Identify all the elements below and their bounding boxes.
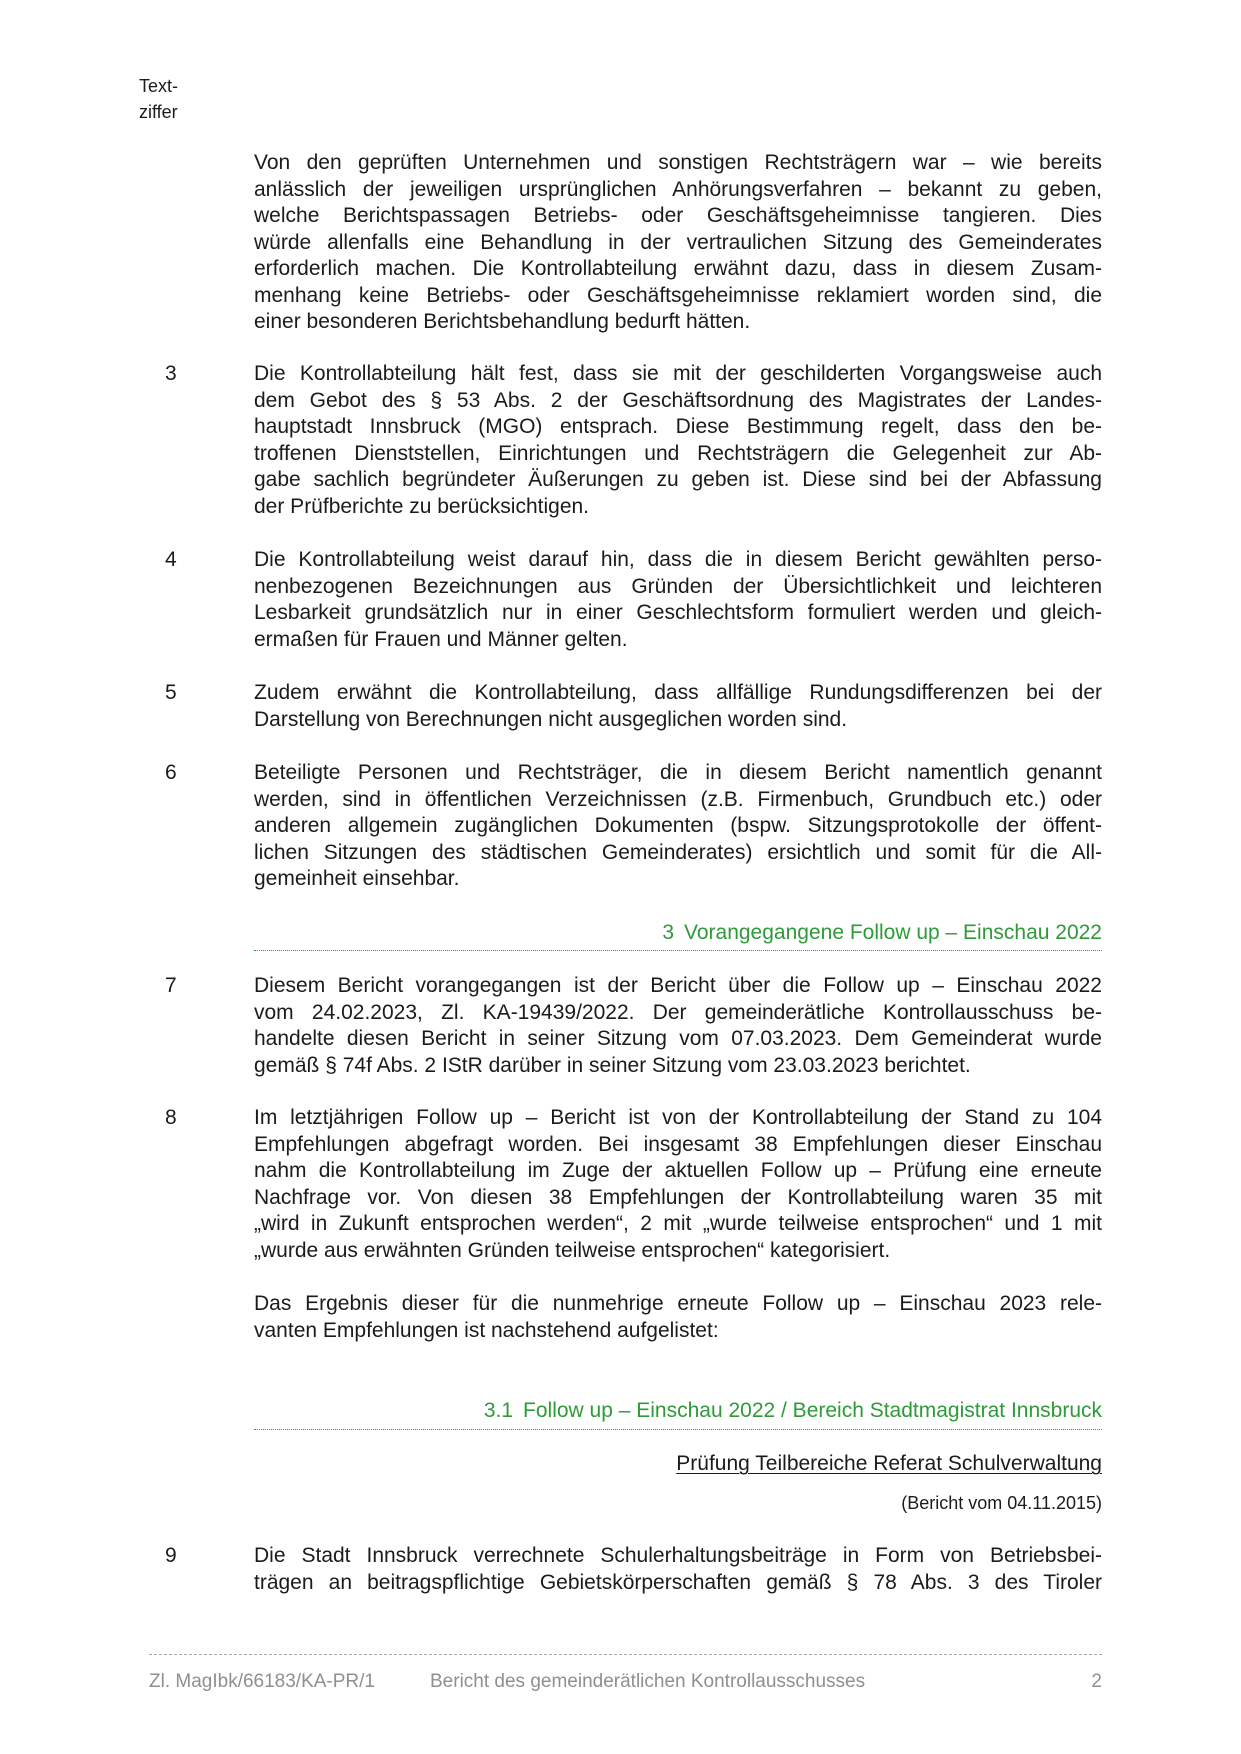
margin-label <box>139 73 178 125</box>
paragraph-line: nenbezogenen Bezeichnungen aus Gründen der Übersichtlichkeit und leichteren <box>254 574 1102 598</box>
section-heading <box>254 920 1102 946</box>
footer-title: Bericht des gemeinderätlichen Kontrollausschusses <box>430 1671 866 1692</box>
section-rule <box>254 950 1102 951</box>
paragraph-text <box>254 150 1102 336</box>
paragraph-line: Lesbarkeit grundsätzlich nur in einer Geschlechtsform formuliert werden und gleich- <box>254 601 1102 624</box>
footer-rule <box>149 1654 1102 1655</box>
paragraph-line: menhang keine Betriebs- oder Geschäftsgeheimnisse reklamiert worden sind, die <box>254 283 1102 307</box>
paragraph-line: Die Kontrollabteilung hält fest, dass sie mit der geschilderten Vorgangsweise auch <box>254 362 1102 385</box>
paragraph-number: 4 <box>165 548 177 571</box>
paragraph-number: 7 <box>165 974 177 997</box>
paragraph-line: anderen allgemein zugänglichen Dokumenten (bspw. Sitzungsprotokolle der öffent- <box>254 814 1102 837</box>
paragraph-line: gemeinheit einsehbar. <box>254 867 460 890</box>
audit-title <box>254 1451 1102 1477</box>
audit-report-date: (Bericht vom 04.11.2015) <box>901 1493 1102 1513</box>
paragraph-line: „wird in Zukunft entsprochen werden“, 2 mit „wurde teilweise entsprochen“ und 1 mit <box>254 1212 1102 1235</box>
paragraph-line: vanten Empfehlungen ist nachstehend aufgelistet: <box>254 1318 719 1342</box>
paragraph-text <box>254 1291 1102 1344</box>
paragraph-number: 8 <box>165 1106 177 1129</box>
paragraph-line: nahm die Kontrollabteilung im Zuge der aktuellen Follow up – Prüfung eine erneute <box>254 1159 1102 1182</box>
paragraph-line: Zudem erwähnt die Kontrollabteilung, dass allfällige Rundungsdifferenzen bei der <box>254 681 1102 704</box>
paragraph-number: 5 <box>165 681 177 704</box>
subsection-heading <box>254 1398 1102 1424</box>
paragraph-line: würde allenfalls eine Behandlung in der vertraulichen Sitzung des Gemeinderates <box>254 230 1102 254</box>
page-number: 2 <box>1091 1671 1102 1692</box>
paragraph-line: „wurde aus erwähnten Gründen teilweise entsprochen“ kategorisiert. <box>254 1238 891 1262</box>
paragraph-text <box>254 361 1102 520</box>
paragraph-line: anlässlich der jeweiligen ursprünglichen Anhörungsverfahren – bekannt zu geben, <box>254 177 1102 201</box>
paragraph-line: welche Berichtspassagen Betriebs- oder Geschäftsgeheimnisse tangieren. Dies <box>254 204 1102 227</box>
section-title: Vorangegangene Follow up – Einschau 2022 <box>684 921 1102 944</box>
paragraph-line: lichen Sitzungen des städtischen Gemeinderates) ersichtlich und somit für die All- <box>254 840 1102 864</box>
paragraph-line: erforderlich machen. Die Kontrollabteilung erwähnt dazu, dass in diesem Zusam- <box>254 257 1102 280</box>
paragraph-line: Darstellung von Berechnungen nicht ausgeglichen worden sind. <box>254 707 848 731</box>
paragraph-line: Diesem Bericht vorangegangen ist der Bericht über die Follow up – Einschau 2022 <box>254 974 1102 997</box>
paragraph-line: Nachfrage vor. Von diesen 38 Empfehlungen der Kontrollabteilung waren 35 mit <box>254 1185 1102 1209</box>
paragraph-line: gemäß § 74f Abs. 2 IStR darüber in seiner Sitzung vom 23.03.2023 berichtet. <box>254 1053 971 1077</box>
paragraph-line: werden, sind in öffentlichen Verzeichnissen (z.B. Firmenbuch, Grundbuch etc.) oder <box>254 787 1102 811</box>
section-title: Follow up – Einschau 2022 / Bereich Stadtmagistrat Innsbruck <box>523 1399 1102 1422</box>
paragraph-line: Die Stadt Innsbruck verrechnete Schulerhaltungsbeiträge in Form von Betriebsbei- <box>254 1544 1102 1567</box>
paragraph-text <box>254 680 1102 733</box>
paragraph-line: Beteiligte Personen und Rechtsträger, die in diesem Bericht namentlich genannt <box>254 761 1102 784</box>
paragraph-line: hauptstadt Innsbruck (MGO) entsprach. Diese Bestimmung regelt, dass den be- <box>254 415 1102 438</box>
paragraph-line: dem Gebot des § 53 Abs. 2 der Geschäftsordnung des Magistrates der Landes- <box>254 388 1102 412</box>
paragraph-line: ermaßen für Frauen und Männer gelten. <box>254 627 628 651</box>
paragraph-line: gabe sachlich begründeter Äußerungen zu geben ist. Diese sind bei der Abfassung <box>254 468 1102 491</box>
paragraph-line: Das Ergebnis dieser für die nunmehrige erneute Follow up – Einschau 2023 rele- <box>254 1292 1102 1315</box>
audit-title-text: Prüfung Teilbereiche Referat Schulverwaltung <box>676 1452 1102 1475</box>
section-rule <box>254 1429 1102 1430</box>
section-number: 3 <box>662 921 674 944</box>
margin-label-line: Text- <box>139 76 179 96</box>
paragraph-line: Empfehlungen abgefragt worden. Bei insgesamt 38 Empfehlungen dieser Einschau <box>254 1132 1102 1156</box>
paragraph-line: vom 24.02.2023, Zl. KA-19439/2022. Der gemeinderätliche Kontrollausschuss be- <box>254 1000 1102 1024</box>
paragraph-line: Im letztjährigen Follow up – Bericht ist von der Kontrollabteilung der Stand zu 104 <box>254 1106 1102 1129</box>
paragraph-line: Die Kontrollabteilung weist darauf hin, dass die in diesem Bericht gewählten perso- <box>254 548 1102 571</box>
paragraph-text <box>254 1543 1102 1596</box>
margin-label-line: ziffer <box>139 102 178 122</box>
paragraph-text <box>254 1105 1102 1264</box>
footer-reference: Zl. MagIbk/66183/KA-PR/1 <box>149 1671 375 1692</box>
footer <box>149 1669 1102 1695</box>
paragraph-line: Von den geprüften Unternehmen und sonstigen Rechtsträgern war – wie bereits <box>254 151 1102 174</box>
paragraph-line: handelte diesen Bericht in seiner Sitzung vom 07.03.2023. Dem Gemeinderat wurde <box>254 1027 1102 1050</box>
paragraph-text <box>254 760 1102 893</box>
paragraph-text <box>254 547 1102 653</box>
paragraph-number: 3 <box>165 362 177 385</box>
section-number: 3.1 <box>483 1399 514 1422</box>
paragraph-line: troffenen Dienststellen, Einrichtungen und Rechtsträgern die Gelegenheit zur Ab- <box>254 441 1102 465</box>
paragraph-text <box>254 973 1102 1079</box>
paragraph-line: der Prüfberichte zu berücksichtigen. <box>254 494 590 518</box>
paragraph-line: einer besonderen Berichtsbehandlung bedurft hätten. <box>254 310 751 333</box>
paragraph-number: 9 <box>165 1544 177 1567</box>
paragraph-line: trägen an beitragspflichtige Gebietskörperschaften gemäß § 78 Abs. 3 des Tiroler <box>254 1570 1102 1594</box>
paragraph-number: 6 <box>165 761 177 784</box>
